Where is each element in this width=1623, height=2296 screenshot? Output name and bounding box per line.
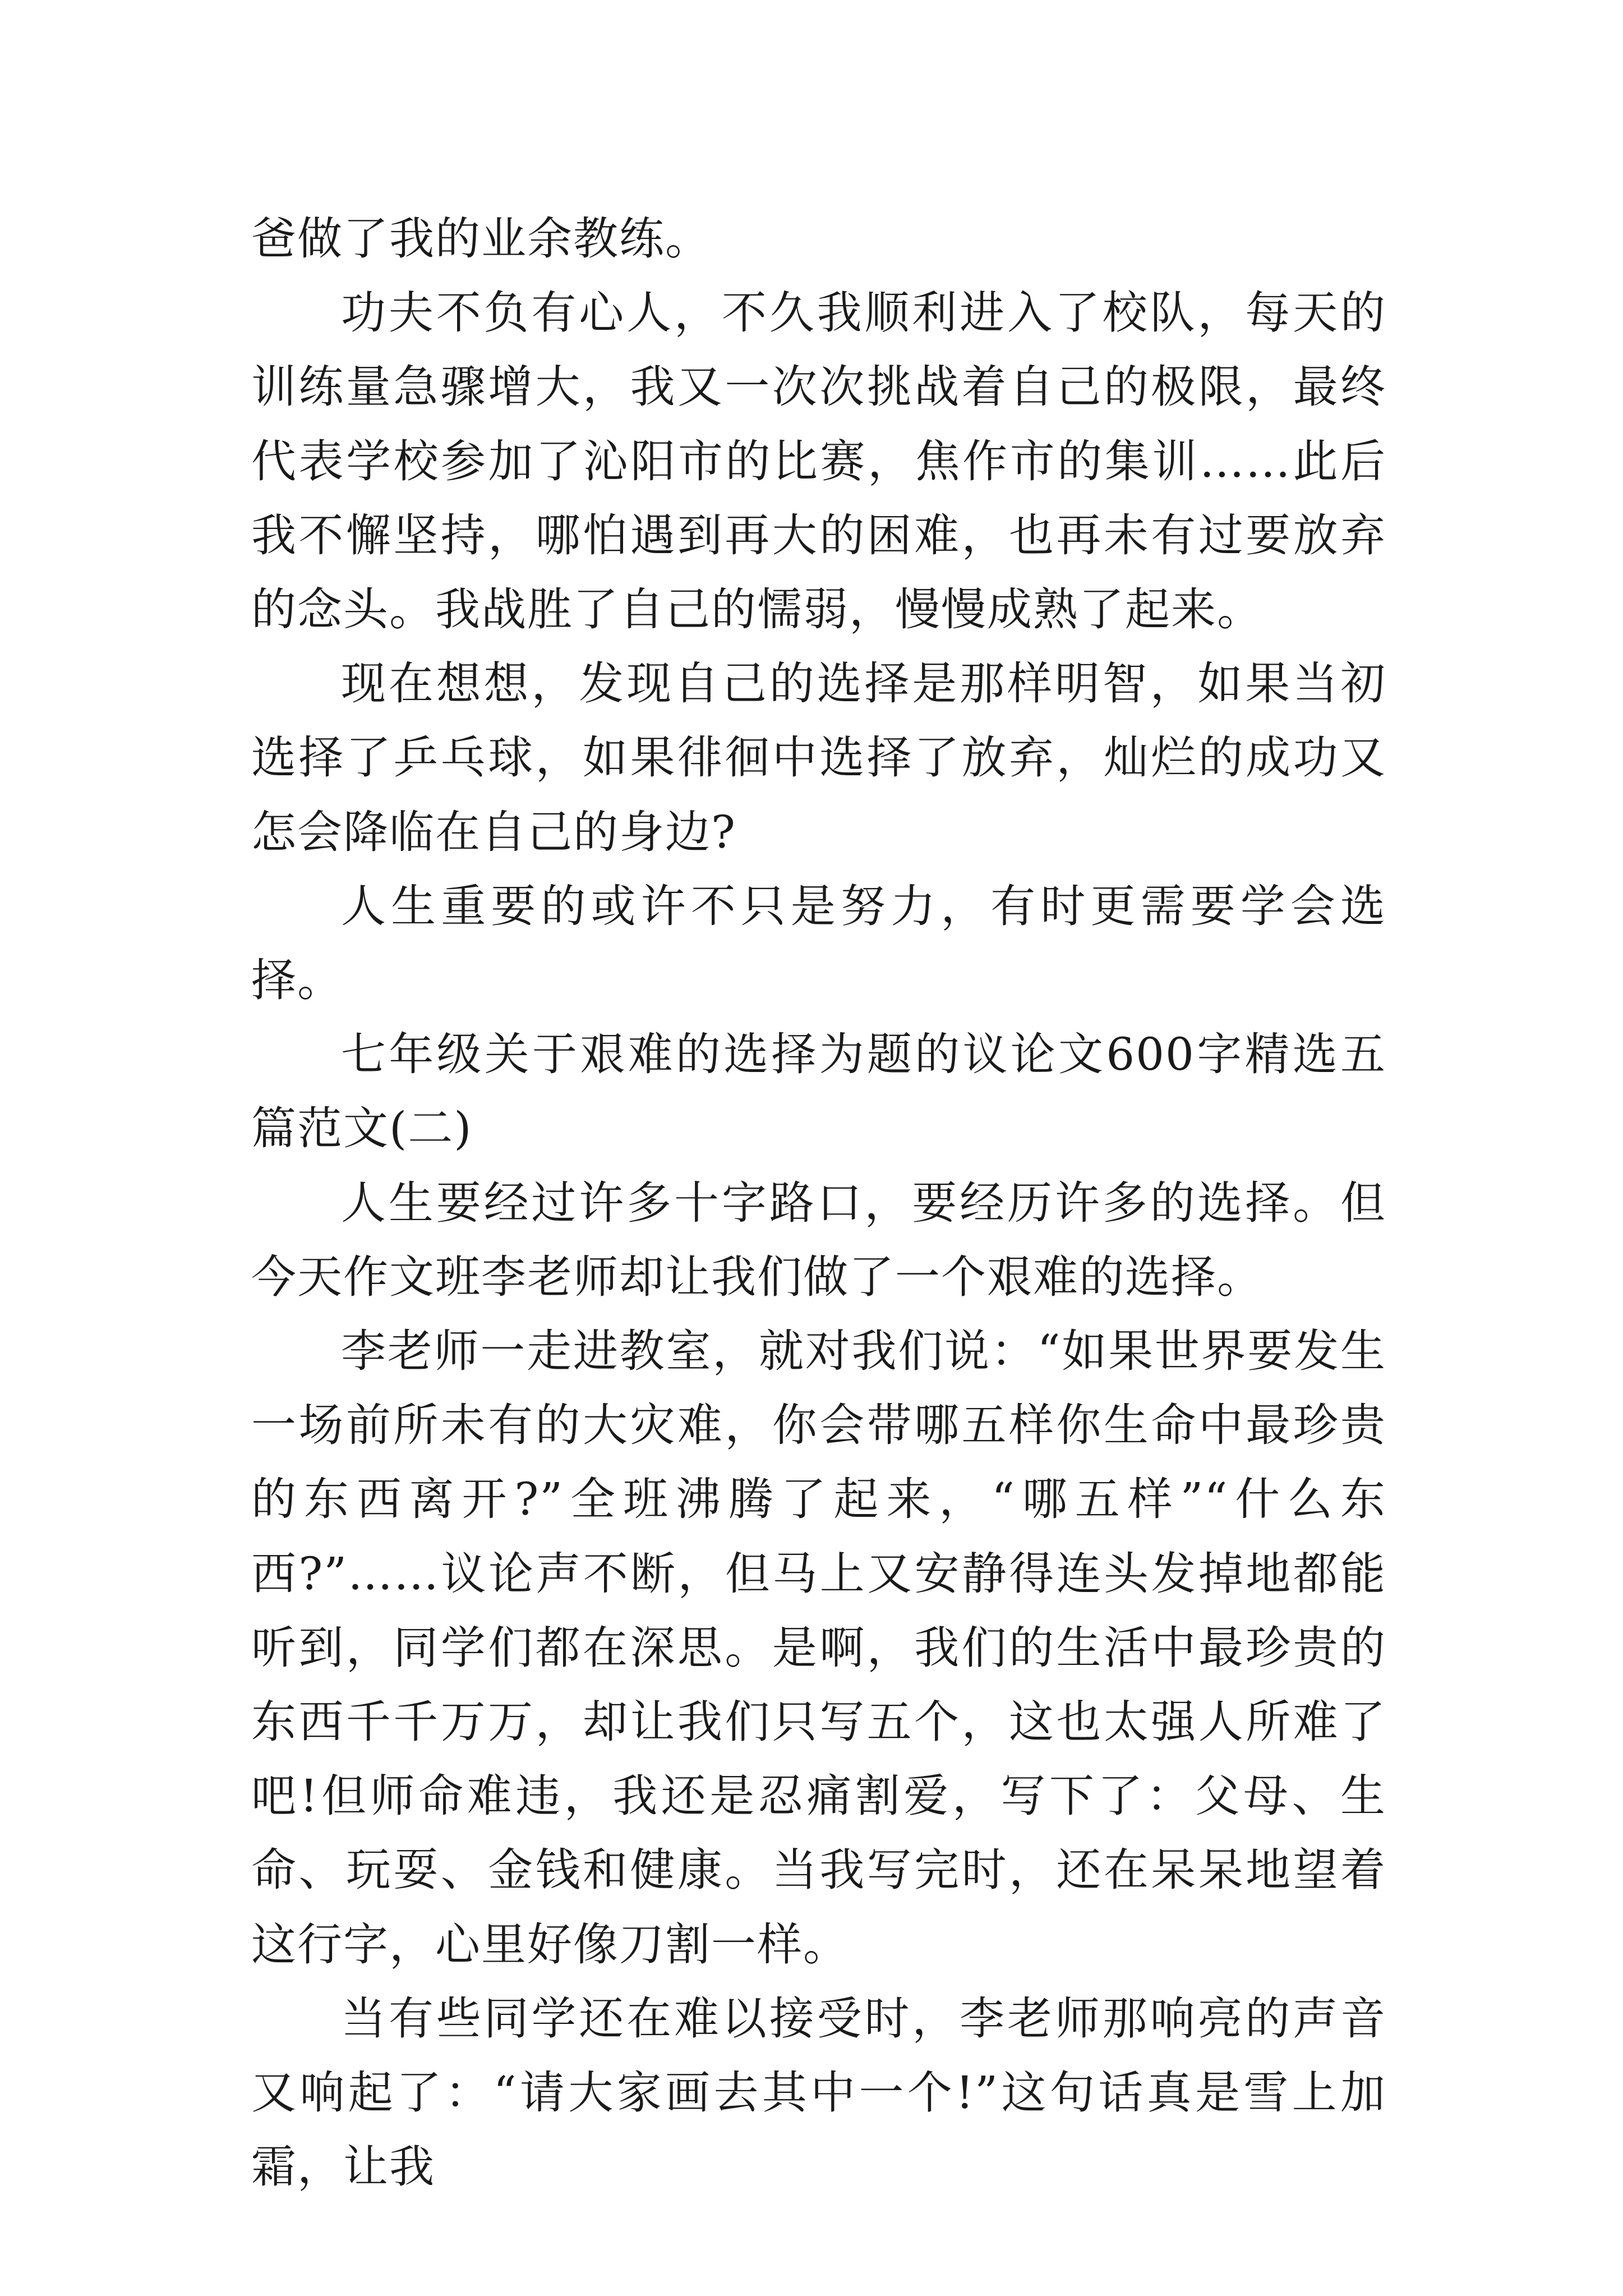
paragraph-8: 当有些同学还在难以接受时，李老师那响亮的声音又响起了：“请大家画去其中一个!”这句话真是雪上加霜，让我 <box>251 1992 1386 2193</box>
paragraph-2: 功夫不负有心人，不久我顺利进入了校队，每天的训练量急骤增大，我又一次次挑战着自己的极限，最终代表学校参加了沁阳市的比赛，焦作市的集训……此后我不懈坚持，哪怕遇到再大的困难，也再未有过要放弃的念头。我战胜了自己的懦弱，慢慢成熟了起来。 <box>251 287 1386 636</box>
paragraph-3: 现在想想，发现自己的选择是那样明智，如果当初选择了乒乓球，如果徘徊中选择了放弃，灿烂的成功又怎会降临在自己的身边? <box>251 657 1386 858</box>
paragraph-4: 人生重要的或许不只是努力，有时更需要学会选择。 <box>251 880 1386 1007</box>
paragraph-7: 李老师一走进教室，就对我们说：“如果世界要发生一场前所未有的大灾难，你会带哪五样你生命中最珍贵的东西离开?”全班沸腾了起来，“哪五样”“什么东西?”……议论声不断，但马上又安静得连头发掉地都能听到，同学们都在深思。是啊，我们的生活中最珍贵的东西千千万万，却让我们只写五个，这也太强人所难了吧!但师命难违，我还是忍痛割爱，写下了：父母、生命、玩耍、金钱和健康。当我写完时，还在呆呆地望着这行字，心里好像刀割一样。 <box>251 1325 1386 1971</box>
paragraph-1: 爸做了我的业余教练。 <box>251 213 711 265</box>
document-body <box>251 202 1386 2204</box>
section-heading: 七年级关于艰难的选择为题的议论文600字精选五篇范文(二) <box>251 1028 1386 1155</box>
paragraph-6: 人生要经过许多十字路口，要经历许多的选择。但今天作文班李老师却让我们做了一个艰难的选择。 <box>251 1176 1386 1303</box>
